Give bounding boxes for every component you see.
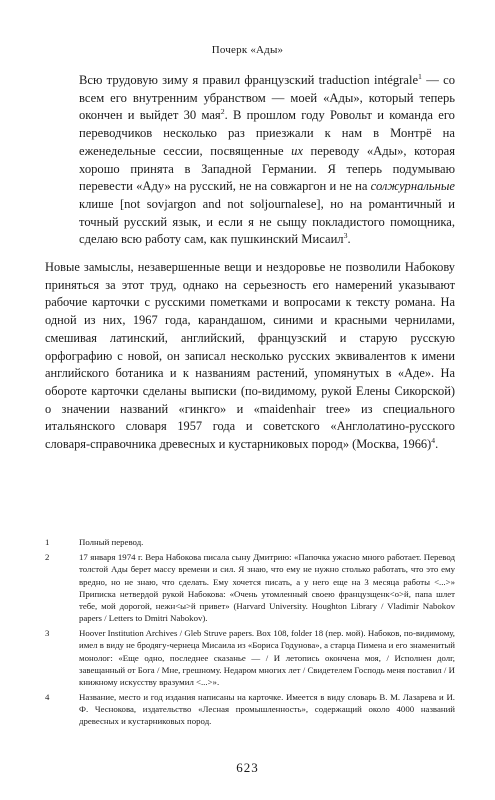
footnote-text: Полный перевод. [79,537,144,547]
quote-text: переводу «Ады», которая хорошо принята в Западной Германии. Я теперь подумываю перевести «Аду» на русский, не на совжаргон и не на [79,143,455,194]
quote-emphasis: солжурнальные [370,179,455,194]
quote-text: . В прошлом году Ровольт и команда его переводчиков несколько раз приезжали к нам в Монтрё на еженедельные сессии, посвященные [79,108,455,158]
footnote-number: 4 [45,692,50,703]
body-paragraph [45,259,455,454]
quote-text: Всю трудовую зиму я правил французский [79,73,319,87]
footnotes [45,536,455,731]
footnote-text: Название, место и год издания написаны на карточке. Имеется в виду словарь В. М. Лазарева и И. Ф. Чеснокова, издательство «Лесная промышленность», содержащий около 4000 названий древесных и кустарниковых пород. [79,692,455,727]
quote-text: клише [not sovjargon and not soljournalese], но на романтичный и точный русский язык, и если я не сыщу покладистого помощника, сделаю всю работу сам, как пушкинский Мисаил [79,196,455,247]
quote-text: — со всем его внутренним убранством — моей «Ады», который теперь окончен и выйдет 30 мая [79,73,455,123]
footnote-ref-1: 1 [418,71,422,81]
body-text-run: . [435,437,439,452]
footnote-number: 3 [45,628,50,639]
running-head: Почерк «Ады» [211,44,284,56]
footnote-text: Hoover Institution Archives / Gleb Struve papers. Box 108, folder 18 (пер. мой). Набоков, по-видимому, имел в виду не бродягу-чернеца Мисаила из «Бориса Годунова», а старца Пимена и его знаменитый монолог: «Еще одно, последнее сказанье — / И летопись окончена моя, / Исполнен долг, завещанный от Бога / Мне, грешному. Недаром многих лет / Свидетелем Господь меня поставил / И книжному искусству вразумил <...>». [79,628,455,687]
footnote-ref-4: 4 [431,435,436,445]
footnote-ref-3: 3 [343,231,348,241]
page-number: 623 [236,760,259,775]
footnote-text: 17 января 1974 г. Вера Набокова писала сыну Дмитрию: «Папочка ужасно много работает. Перевод толстой Ады берет массу времени и сил. Я знаю, что ему не нужно столько работать, что это ему вредно, но не знаю, что сделать. Ему хочется писать, а у него еще на 3 месяца работы <...>» Приписка нетвердой рукой Набокова: «Очень утомленный своею французщенк<о>й, папа шлет тебе, мой дорогой, нежн<ы>й привет» (Harvard University. Houghton Library / Vladimir Nabokov papers / Letters to Dmitri Nabokov). [79,552,455,624]
quote-text: traduction intégrale [318,73,419,87]
footnote-number: 2 [45,552,50,563]
quote-text: . [347,232,351,247]
footnote [45,691,455,727]
footnote [45,627,455,688]
quote-paragraph [79,72,455,249]
footnote-ref-2: 2 [220,107,225,117]
footnote [45,536,455,548]
body-text [45,259,455,454]
quote-emphasis: их [291,143,304,158]
footnote [45,551,455,624]
block-quote [79,72,455,249]
body-text-run: Новые замыслы, незавершенные вещи и нездоровье не позволили Набокову приняться за этот труд, однако на серьезность его намерений указывают рабочие карточки с русскими пометками и вопросами к тексту романа. На одной из них, 1967 года, карандашом, синими и красными чернилами, смешивая латинский, английский, французский и старую русскую орфографию с новой, он записал несколько русских эквивалентов к имени английского ботаника и к названиям растений, упомянутых в «Аде». На обороте карточки сделаны выписки (по-видимому, рукой Елены Сикорской) о значении названий «гинкго» и «maidenhair tree» из специального итальянского словаря 1957 года и советского «Англолатино-русского словаря-справочника древесных и кустарниковых пород» (Москва, 1966) [45,260,455,452]
footnote-number: 1 [45,537,50,547]
